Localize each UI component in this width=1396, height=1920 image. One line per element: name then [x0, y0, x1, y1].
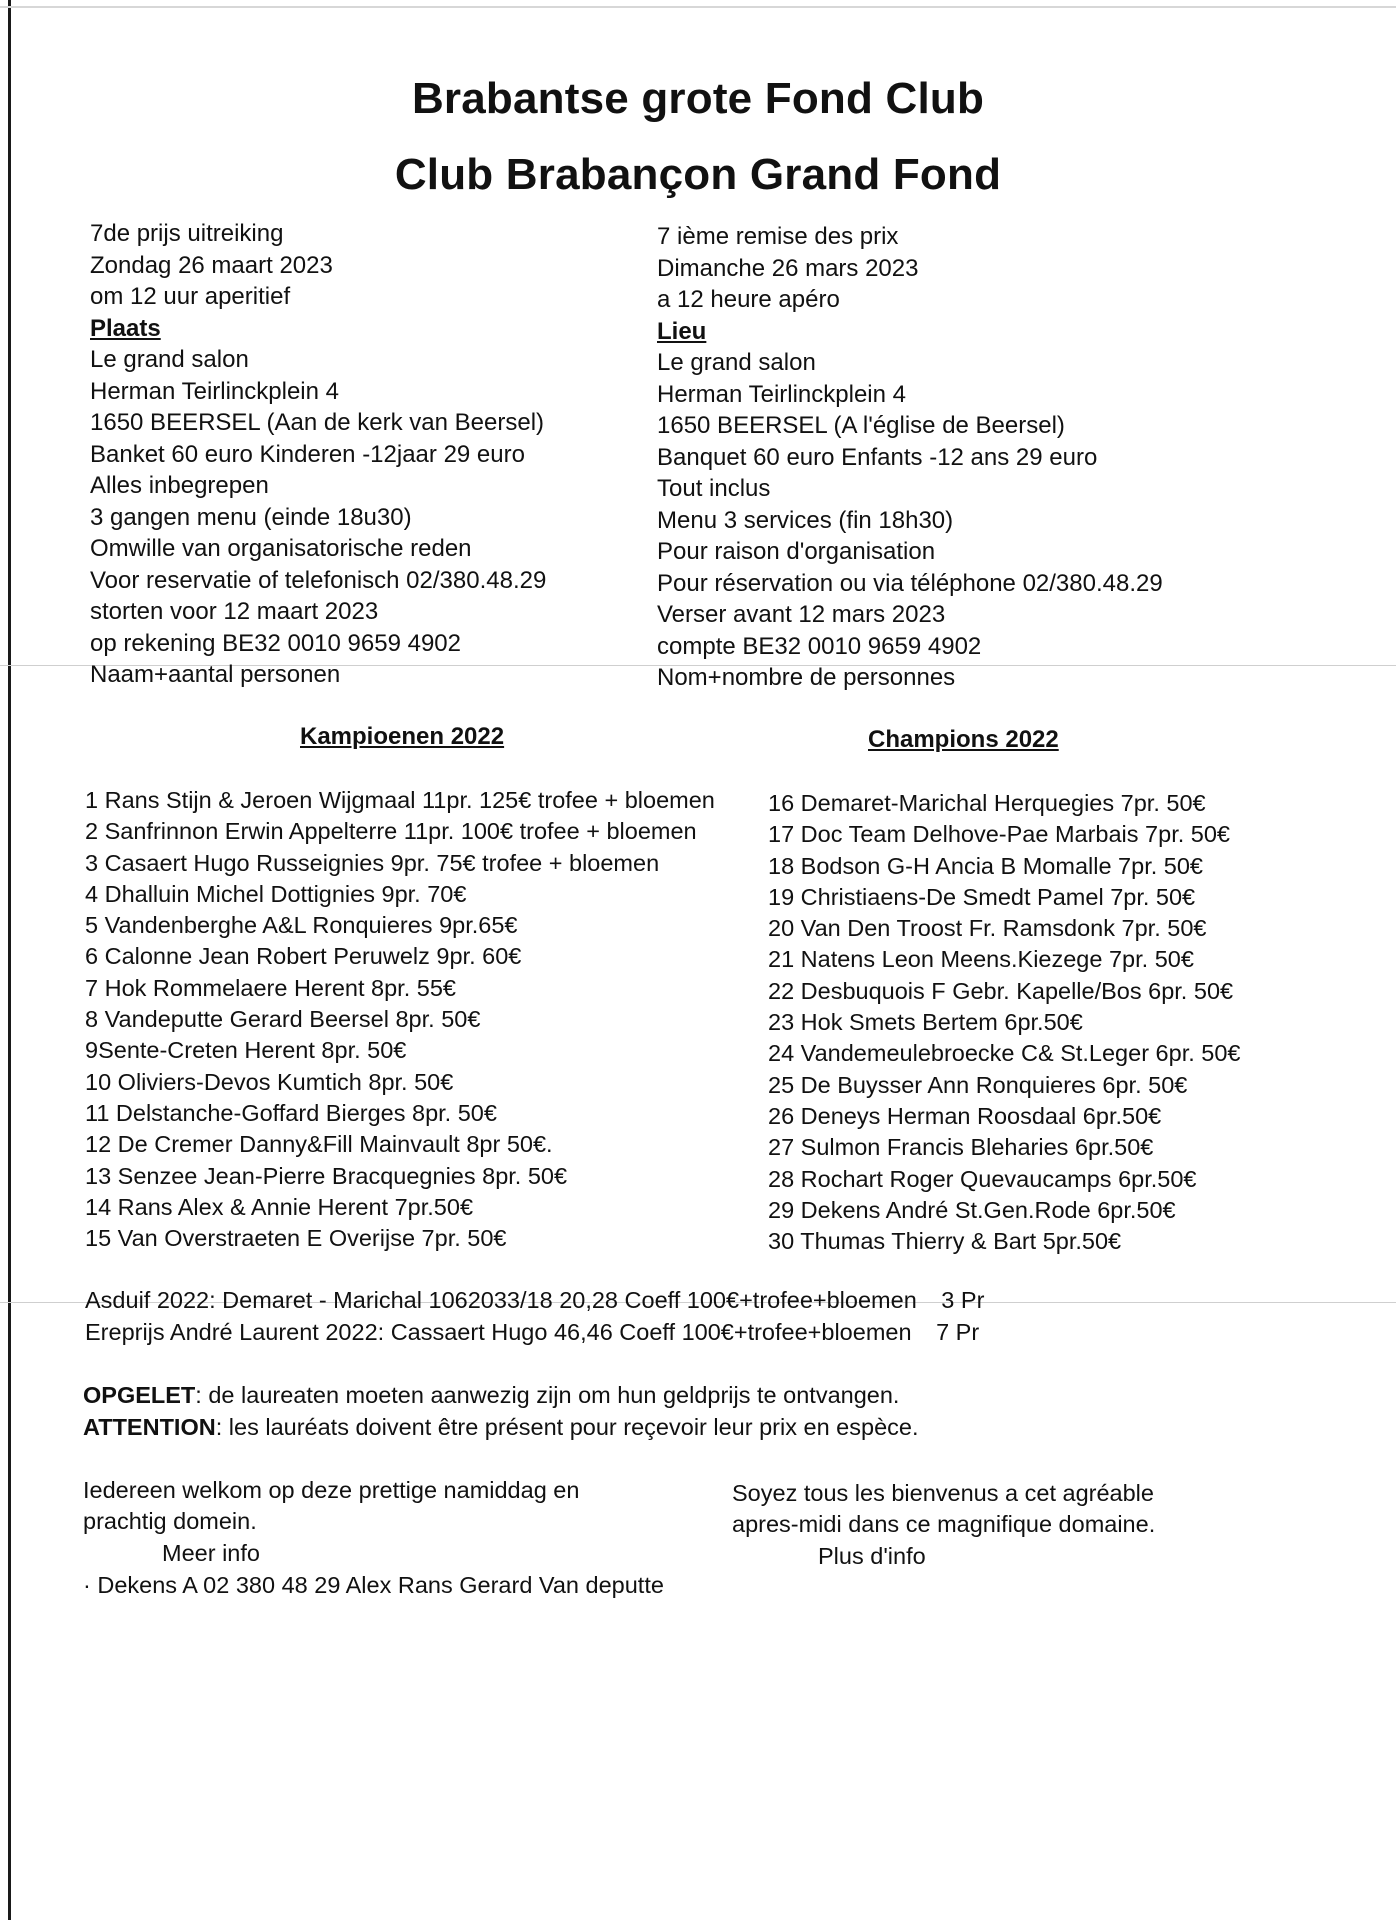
invite-dutch [90, 218, 546, 691]
invite-line: 7 ième remise des prix [657, 223, 899, 250]
award-prize-count: 7 Pr [936, 1319, 980, 1345]
detail-line: Voor reservatie of telefonisch 02/380.48.29 [90, 566, 547, 594]
champion-entry: 23 Hok Smets Bertem 6pr.50€ [768, 1009, 1083, 1036]
detail-line: storten voor 12 maart 2023 [90, 598, 379, 625]
award-honor-prize [85, 1319, 979, 1346]
detail-line: op rekening BE32 0010 9659 4902 [90, 629, 461, 657]
detail-line: Herman Teirlinckplein 4 [657, 380, 906, 408]
champion-entry: 25 De Buysser Ann Ronquieres 6pr. 50€ [768, 1071, 1188, 1098]
champion-entry: 30 Thumas Thierry & Bart 5pr.50€ [768, 1228, 1122, 1255]
champion-entry: 22 Desbuquois F Gebr. Kapelle/Bos 6pr. 50€ [768, 977, 1234, 1004]
notice-text: : de laureaten moeten aanwezig zijn om hun geldprijs te ontvangen. [195, 1382, 900, 1408]
champion-entry: 14 Rans Alex & Annie Herent 7pr.50€ [85, 1193, 474, 1220]
notice-label: ATTENTION [83, 1414, 216, 1440]
detail-line: Menu 3 services (fin 18h30) [657, 506, 954, 534]
champion-entry: 15 Van Overstraeten E Overijse 7pr. 50€ [85, 1225, 507, 1252]
detail-line: Alles inbegrepen [90, 472, 269, 499]
champion-entry: 27 Sulmon Francis Bleharies 6pr.50€ [768, 1134, 1154, 1161]
detail-line: Naam+aantal personen [90, 661, 341, 688]
champion-entry: 19 Christiaens-De Smedt Pamel 7pr. 50€ [768, 883, 1196, 910]
champions-heading-french: Champions 2022 [868, 726, 1059, 753]
detail-line: Pour raison d'organisation [657, 538, 936, 565]
champion-entry: 16 Demaret-Marichal Herquegies 7pr. 50€ [768, 790, 1206, 816]
champions-list-right [768, 788, 1241, 1257]
title-french: Club Brabançon Grand Fond [394, 150, 1002, 199]
detail-line: Banquet 60 euro Enfants -12 ans 29 euro [657, 443, 1098, 471]
more-info-french: Plus d'info [818, 1543, 926, 1569]
invite-line: Zondag 26 maart 2023 [90, 251, 333, 279]
champion-entry: 26 Deneys Herman Roosdaal 6pr.50€ [768, 1102, 1162, 1129]
notice-french [83, 1414, 918, 1441]
title-dutch: Brabantse grote Fond Club [411, 74, 985, 123]
detail-line: Tout inclus [657, 475, 771, 502]
invite-line: om 12 uur aperitief [90, 283, 291, 310]
invite-line: 7de prijs uitreiking [90, 220, 284, 247]
scan-edge [8, 0, 11, 1920]
champion-entry: 20 Van Den Troost Fr. Ramsdonk 7pr. 50€ [768, 915, 1207, 942]
welcome-dutch-line2: prachtig domein. [83, 1508, 257, 1534]
champion-entry: 29 Dekens André St.Gen.Rode 6pr.50€ [768, 1196, 1176, 1223]
invite-line: a 12 heure apéro [657, 286, 840, 313]
champion-entry: 1 Rans Stijn & Jeroen Wijgmaal 11pr. 125€ trofee + bloemen [85, 787, 715, 813]
champion-entry: 9Sente-Creten Herent 8pr. 50€ [85, 1037, 407, 1064]
detail-line: Le grand salon [90, 346, 249, 373]
detail-line: Herman Teirlinckplein 4 [90, 377, 339, 405]
notice-dutch [83, 1382, 899, 1409]
invite-line: Dimanche 26 mars 2023 [657, 254, 919, 282]
welcome-dutch-line1: Iedereen welkom op deze prettige namiddag en [83, 1477, 580, 1503]
detail-line: Banket 60 euro Kinderen -12jaar 29 euro [90, 440, 525, 468]
award-ace-pigeon [85, 1287, 984, 1314]
detail-line: 3 gangen menu (einde 18u30) [90, 503, 412, 531]
notice-label: OPGELET [83, 1382, 196, 1408]
notice-text: : les lauréats doivent être présent pour reçevoir leur prix en espèce. [215, 1414, 919, 1440]
champion-entry: 11 Delstanche-Goffard Bierges 8pr. 50€ [85, 1099, 497, 1126]
detail-line: 1650 BEERSEL (A l'église de Beersel) [657, 412, 1065, 439]
champion-entry: 10 Oliviers-Devos Kumtich 8pr. 50€ [85, 1068, 454, 1095]
champion-entry: 28 Rochart Roger Quevaucamps 6pr.50€ [768, 1165, 1197, 1192]
welcome-french-line1: Soyez tous les bienvenus a cet agréable [732, 1480, 1154, 1506]
champion-entry: 12 De Cremer Danny&Fill Mainvault 8pr 50€. [85, 1131, 553, 1158]
detail-line: Verser avant 12 mars 2023 [657, 601, 946, 628]
detail-line: Omwille van organisatorische reden [90, 535, 472, 562]
champion-entry: 5 Vandenberghe A&L Ronquieres 9pr.65€ [85, 912, 518, 939]
champion-entry: 2 Sanfrinnon Erwin Appelterre 11pr. 100€ trofee + bloemen [85, 818, 697, 845]
award-text: Asduif 2022: Demaret - Marichal 1062033/18 20,28 Coeff 100€+trofee+bloemen [85, 1287, 917, 1313]
detail-line: Nom+nombre de personnes [657, 664, 956, 691]
champion-entry: 6 Calonne Jean Robert Peruwelz 9pr. 60€ [85, 943, 522, 970]
more-info-dutch: Meer info [162, 1540, 260, 1566]
champion-entry: 24 Vandemeulebroecke C& St.Leger 6pr. 50€ [768, 1040, 1241, 1067]
detail-line: compte BE32 0010 9659 4902 [657, 632, 982, 660]
champion-entry: 13 Senzee Jean-Pierre Bracquegnies 8pr. 50€ [85, 1162, 568, 1189]
champion-entry: 8 Vandeputte Gerard Beersel 8pr. 50€ [85, 1006, 481, 1033]
contact-line: · Dekens A 02 380 48 29 Alex Rans Gerard Van deputte [83, 1572, 664, 1598]
champion-entry: 3 Casaert Hugo Russeignies 9pr. 75€ trofee + bloemen [85, 849, 660, 876]
champion-entry: 21 Natens Leon Meens.Kiezege 7pr. 50€ [768, 946, 1194, 973]
invite-french [657, 221, 1163, 694]
award-prize-count: 3 Pr [941, 1287, 985, 1313]
champion-entry: 18 Bodson G-H Ancia B Momalle 7pr. 50€ [768, 852, 1203, 879]
champion-entry: 17 Doc Team Delhove-Pae Marbais 7pr. 50€ [768, 821, 1230, 848]
detail-line: 1650 BEERSEL (Aan de kerk van Beersel) [90, 409, 545, 436]
champion-entry: 7 Hok Rommelaere Herent 8pr. 55€ [85, 974, 456, 1001]
detail-line: Pour réservation ou via téléphone 02/380.48.29 [657, 569, 1163, 597]
place-label: Lieu [657, 317, 707, 345]
scan-top-edge [0, 6, 1396, 8]
place-label: Plaats [90, 314, 161, 342]
champions-heading-dutch: Kampioenen 2022 [300, 723, 505, 750]
detail-line: Le grand salon [657, 349, 816, 376]
champion-entry: 4 Dhalluin Michel Dottignies 9pr. 70€ [85, 880, 467, 907]
award-text: Ereprijs André Laurent 2022: Cassaert Hugo 46,46 Coeff 100€+trofee+bloemen [85, 1319, 912, 1345]
champions-list-left [85, 785, 715, 1254]
welcome-french-line2: apres-midi dans ce magnifique domaine. [732, 1511, 1156, 1537]
